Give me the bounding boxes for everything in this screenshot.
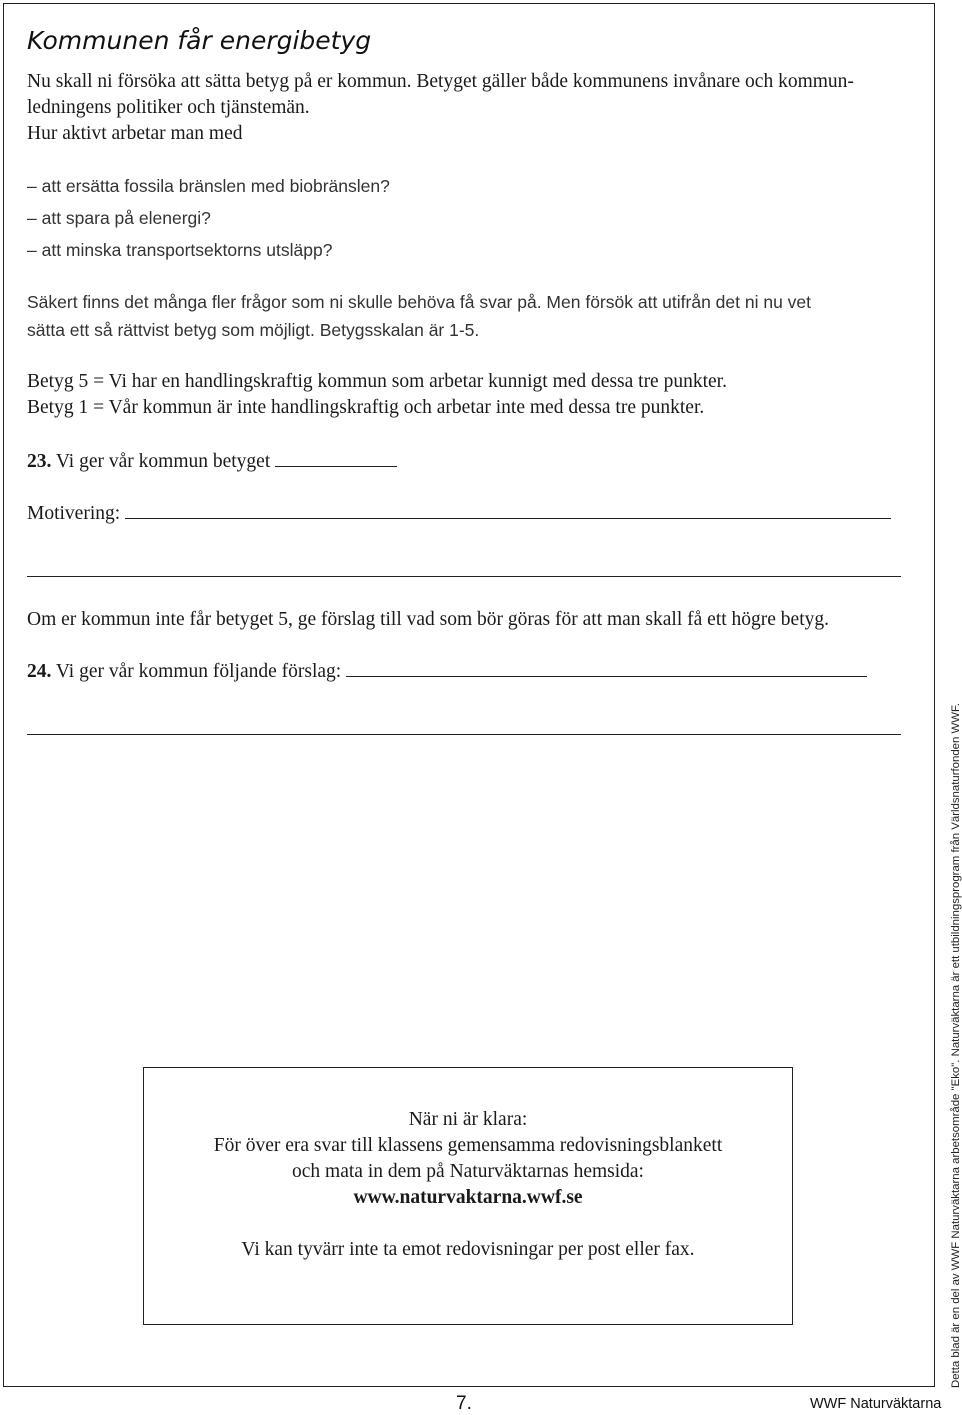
question-23-number: 23. <box>27 451 52 472</box>
grade-answer-blank[interactable] <box>275 466 397 467</box>
page-number: 7. <box>456 1393 472 1414</box>
box-line-1: När ni är klara: <box>408 1109 528 1130</box>
grade-5-definition: Betyg 5 = Vi har en handlingskraftig kommun som arbetar kunnigt med dessa tre punkter. <box>27 371 727 392</box>
box-line-3: och mata in dem på Naturväktarnas hemsida: <box>292 1161 644 1182</box>
motivation-label: Motivering: <box>27 503 126 524</box>
box-line-2: För över era svar till klassens gemensamma redovisningsblankett <box>213 1135 723 1156</box>
question-24-text: Vi ger vår kommun följande förslag: <box>51 661 347 682</box>
note-line-1: Säkert finns det många fler frågor som ni skulle behöva få svar på. Men försök att utifrån det ni nu vet <box>27 292 812 312</box>
motivation-answer-line-2[interactable] <box>27 576 901 577</box>
page-title: Kommunen får energibetyg <box>27 26 372 55</box>
suggestion-answer-blank[interactable] <box>346 676 867 677</box>
box-line-5: Vi kan tyvärr inte ta emot redovisningar per post eller fax. <box>241 1239 695 1260</box>
question-24-number: 24. <box>27 661 52 682</box>
intro-line-2: ledningens politiker och tjänstemän. <box>27 97 310 118</box>
bullet-transport: – att minska transportsektorns utsläpp? <box>27 240 333 260</box>
suggestion-prompt: Om er kommun inte får betyget 5, ge förslag till vad som bör göras för att man skall få ett högre betyg. <box>27 609 829 630</box>
bullet-electricity: – att spara på elenergi? <box>27 208 211 228</box>
website-url: www.naturvaktarna.wwf.se <box>353 1187 583 1208</box>
question-24 <box>27 660 867 684</box>
motivation-answer-blank[interactable] <box>125 518 891 519</box>
suggestion-answer-line-2[interactable] <box>27 734 901 735</box>
side-credit-text: Detta blad är en del av WWF Naturväktarna arbetsområde "Eko". Naturväktarna är ett utbildningsprogram från Världsnaturfonden WWF. <box>950 703 962 1388</box>
submission-info-box <box>143 1067 793 1325</box>
motivation-row <box>27 502 891 526</box>
note-line-2: sätta ett så rättvist betyg som möjligt. Betygsskalan är 1-5. <box>27 320 480 340</box>
grade-1-definition: Betyg 1 = Vår kommun är inte handlingskraftig och arbetar inte med dessa tre punkter. <box>27 397 705 418</box>
bullet-fossil-fuels: – att ersätta fossila bränslen med biobränslen? <box>27 176 390 196</box>
intro-line-3: Hur aktivt arbetar man med <box>27 123 243 144</box>
brand-name: WWF Naturväktarna <box>810 1396 942 1412</box>
intro-line-1: Nu skall ni försöka att sätta betyg på er kommun. Betyget gäller både kommunens invånare och kommun- <box>27 71 854 92</box>
question-23-text: Vi ger vår kommun betyget <box>51 451 276 472</box>
question-23 <box>27 450 397 474</box>
